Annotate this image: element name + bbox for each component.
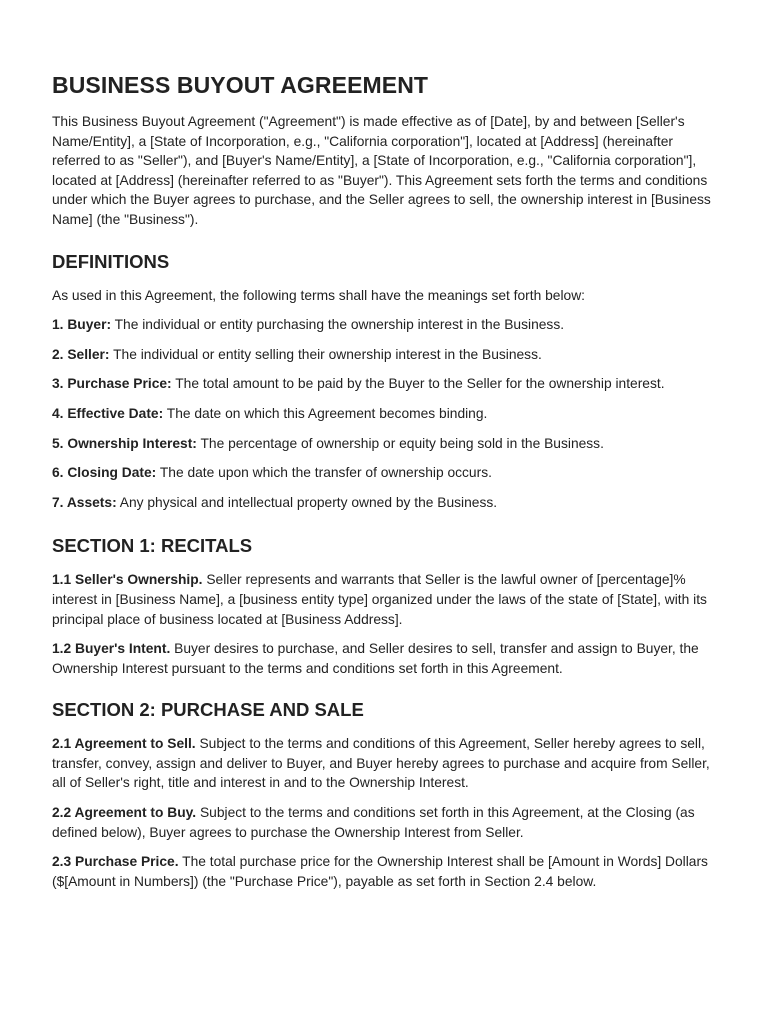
section-purchase-and-sale	[52, 698, 712, 891]
definition-term: 4. Effective Date:	[52, 405, 164, 421]
definition-item	[52, 315, 712, 335]
definition-term: 7. Assets:	[52, 494, 117, 510]
clause-item	[52, 803, 712, 842]
document-title: BUSINESS BUYOUT AGREEMENT	[52, 72, 429, 98]
definition-item	[52, 345, 712, 365]
document-page	[52, 70, 712, 901]
section-heading: SECTION 1: RECITALS	[52, 535, 253, 557]
clause-item	[52, 852, 712, 891]
definition-term: 6. Closing Date:	[52, 465, 157, 481]
definition-term: 5. Ownership Interest:	[52, 435, 197, 451]
clause-text: The total purchase price for the Ownership Interest shall be [Amount in Words] Dollars ($[Amount in Numbers]) (the "Purchase Price"), payable as set forth in Section 2.4 below.	[52, 854, 708, 889]
clause-term: 2.2 Agreement to Buy.	[52, 805, 197, 821]
definition-text: The total amount to be paid by the Buyer to the Seller for the ownership interest.	[171, 376, 665, 392]
definition-term: 3. Purchase Price:	[52, 376, 172, 392]
section-heading: SECTION 2: PURCHASE AND SALE	[52, 699, 364, 721]
clause-text: Seller represents and warrants that Seller is the lawful owner of [percentage]% interest in [Business Name], a [business entity type] organized under the laws of the state of [State], with its principal place of business located at [Business Address].	[52, 572, 707, 627]
clause-item	[52, 570, 712, 629]
definition-term: 1. Buyer:	[52, 317, 112, 333]
clause-term: 2.1 Agreement to Sell.	[52, 736, 196, 752]
definition-text: Any physical and intellectual property owned by the Business.	[116, 494, 498, 510]
section-recitals	[52, 534, 712, 678]
definition-term: 2. Seller:	[52, 346, 110, 362]
definition-item	[52, 404, 712, 424]
intro-paragraph: This Business Buyout Agreement ("Agreement") is made effective as of [Date], by and between [Seller's Name/Entity], a [State of Incorporation, e.g., "California corporation"], located at [Address] (hereinafter referred to as "Seller"), and [Buyer's Name/Entity], a [State of Incorporation, e.g., "California corporation"], located at [Address] (hereinafter referred to as "Buyer"). This Agreement sets forth the terms and conditions under which the Buyer agrees to purchase, and the Seller agrees to sell, the ownership interest in [Business Name] (the "Business").	[52, 114, 711, 227]
definition-item	[52, 463, 712, 483]
definitions-lead: As used in this Agreement, the following terms shall have the meanings set forth below:	[52, 287, 585, 303]
clause-item	[52, 734, 712, 793]
definitions-section	[52, 250, 712, 513]
definition-text: The date on which this Agreement becomes binding.	[163, 405, 488, 421]
definition-text: The date upon which the transfer of ownership occurs.	[156, 465, 492, 481]
definition-text: The percentage of ownership or equity being sold in the Business.	[196, 435, 604, 451]
clause-term: 2.3 Purchase Price.	[52, 854, 179, 870]
clause-text: Subject to the terms and conditions of this Agreement, Seller hereby agrees to sell, transfer, convey, assign and deliver to Buyer, and Buyer hereby agrees to purchase and acquire from Seller, all of Seller's right, title and interest in and to the Ownership Interest.	[52, 736, 710, 791]
clause-term: 1.2 Buyer's Intent.	[52, 641, 171, 657]
definition-item	[52, 493, 712, 513]
clause-term: 1.1 Seller's Ownership.	[52, 572, 203, 588]
definition-item	[52, 434, 712, 454]
clause-text: Buyer desires to purchase, and Seller desires to sell, transfer and assign to Buyer, the Ownership Interest pursuant to the terms and conditions set forth in this Agreement.	[52, 641, 699, 676]
definitions-heading: DEFINITIONS	[52, 250, 170, 272]
definition-item	[52, 374, 712, 394]
definition-text: The individual or entity selling their ownership interest in the Business.	[109, 346, 542, 362]
definition-text: The individual or entity purchasing the ownership interest in the Business.	[111, 317, 565, 333]
clause-item	[52, 639, 712, 678]
clause-text: Subject to the terms and conditions set forth in this Agreement, at the Closing (as defined below), Buyer agrees to purchase the Ownership Interest from Seller.	[52, 805, 695, 840]
